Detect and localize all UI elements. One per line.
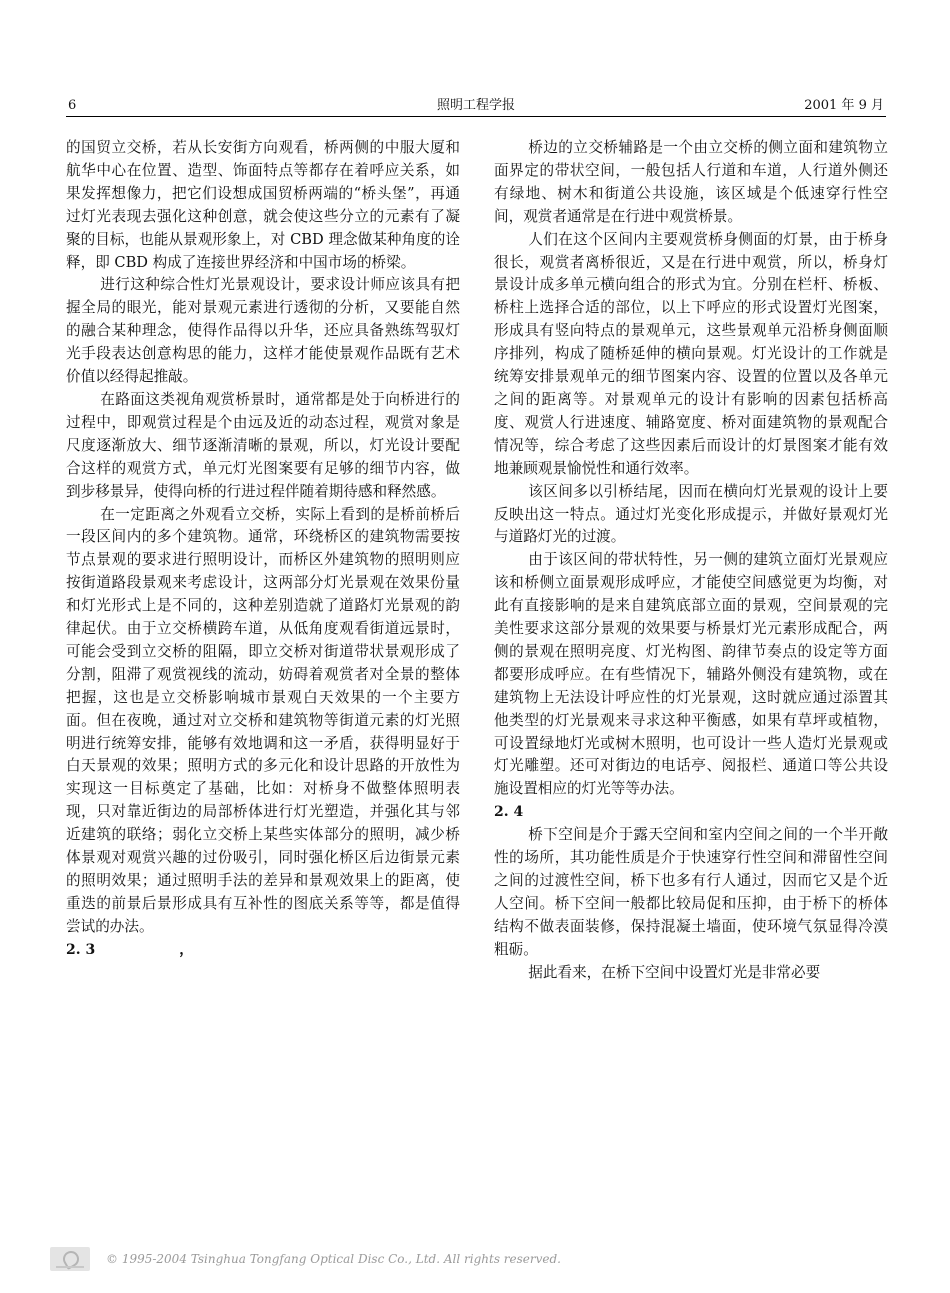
section-heading-2-3: 2. 3 ， <box>66 941 194 958</box>
copyright-footer <box>50 1245 750 1273</box>
paragraph: 据此看来，在桥下空间中设置灯光是非常必要 <box>528 963 821 981</box>
right-column <box>494 137 888 985</box>
issue-date: 2001 年 9 月 <box>804 98 884 113</box>
paragraph: 该区间多以引桥结尾，因而在横向灯光景观的设计上要反映出这一特点。通过灯光变化形成提示，并做好景观灯光与道路灯光的过渡。 <box>494 482 888 546</box>
paragraph: 进行这种综合性灯光景观设计，要求设计师应该具有把握全局的眼光，能对景观元素进行透彻的分析，又要能自然的融合某种理念，使得作品得以升华，还应具备熟练驾驭灯光手段表达创意构思的能力，这样才能使景观作品既有艺术价值以经得起推敲。 <box>66 276 460 386</box>
section-heading-2-4: 2. 4 <box>494 804 524 821</box>
page-number: 6 <box>68 98 77 113</box>
paragraph: 由于该区间的带状特性，另一侧的建筑立面灯光景观应该和桥侧立面景观形成呼应，才能使空间感觉更为均衡，对此有直接影响的是来自建筑底部立面的景观，空间景观的完美性要求这部分景观的效果要与桥景灯光元素形成配合，两侧的景观在照明亮度、灯光构图、韵律节奏点的设定等方面都要形成呼应。在有些情况下，辅路外侧没有建筑物，或在建筑物上无法设计呼应性的灯光景观，这时就应通过添置其他类型的灯光景观来寻求这种平衡感，如果有草坪或植物，可设置绿地灯光或树木照明，也可设计一些人造灯光景观或灯光雕塑。还可对街边的电话亭、阅报栏、通道口等公共设施设置相应的灯光等等办法。 <box>494 551 888 798</box>
paragraph: 人们在这个区间内主要观赏桥身侧面的灯景，由于桥身很长，观赏者离桥很近，又是在行进中观赏，所以，桥身灯景设计成多单元横向组合的形式为宜。分别在栏杆、桥板、桥柱上选择合适的部位，以上下呼应的形式设置灯光图案，形成具有竖向特点的景观单元，这些景观单元沿桥身侧面顺序排列，构成了随桥延伸的横向景观。灯光设计的工作就是统筹安排景观单元的细节图案内容、设置的位置以及各单元之间的距离等。对景观单元的设计有影响的因素包括桥高度、观赏人行进速度、辅路宽度、桥对面建筑物的景观配合情况等，综合考虑了这些因素后而设计的灯景图案才能有效地兼顾观景愉悦性和通行效率。 <box>494 230 888 477</box>
journal-title: 照明工程学报 <box>436 98 515 113</box>
paragraph: 在一定距离之外观看立交桥，实际上看到的是桥前桥后一段区间内的多个建筑物。通常，环绕桥区的建筑物需要按节点景观的要求进行照明设计，而桥区外建筑物的照明则应按街道路段景观来考虑设计，这两部分灯光景观在效果份量和灯光形式上是不同的，这种差别造就了道路灯光景观的韵律起伏。由于立交桥横跨车道，从低角度观看街道远景时，可能会受到立交桥的阻隔，即立交桥对街道带状景观形成了分割，阻滞了观赏视线的流动，妨碍着观赏者对全景的整体把握，这也是立交桥影响城市景观白天效果的一个主要方面。但在夜晚，通过对立交桥和建筑物等街道元素的灯光照明进行统筹安排，能够有效地调和这一矛盾，获得明显好于白天景观的效果；照明方式的多元化和设计思路的开放性为实现这一目标奠定了基础，比如：对桥身不做整体照明表现，只对靠近街边的局部桥体进行灯光塑造，并强化其与邻近建筑的联络；弱化立交桥上某些实体部分的照明，减少桥体景观对观赏兴趣的过份吸引，同时强化桥区后边街景元素的照明效果；通过照明手法的差异和景观效果上的距离，使重迭的前景后景形成具有互补性的图底关系等等，都是值得尝试的办法。 <box>66 505 460 935</box>
running-header <box>66 96 886 117</box>
paragraph: 的国贸立交桥，若从长安街方向观看，桥两侧的中服大厦和航华中心在位置、造型、饰面特点等都存在着呼应关系，如果发挥想像力，把它们设想成国贸桥两端的“桥头堡”，再通过灯光表现去强化这种创意，就会使这些分立的元素有了凝聚的目标，也能从景观形象上，对 CBD 理念做某种角度的诠释，即 CBD 构成了连接世界经济和中国市场的桥梁。 <box>66 139 460 271</box>
paragraph: 桥下空间是介于露天空间和室内空间之间的一个半开敞性的场所，其功能性质是介于快速穿行性空间和滞留性空间之间的过渡性空间，桥下也多有行人通过，因而它又是个近人空间。桥下空间一般都比较局促和压抑，由于桥下的桥体结构不做表面装修，保持混凝土墙面，使环境气氛显得冷漠粗砺。 <box>494 826 888 958</box>
paragraph: 桥边的立交桥辅路是一个由立交桥的侧立面和建筑物立面界定的带状空间，一般包括人行道和车道，人行道外侧还有绿地、树木和街道公共设施，该区域是个低速穿行性空间，观赏者通常是在行进中观赏桥景。 <box>494 139 888 225</box>
paragraph: 在路面这类视角观赏桥景时，通常都是处于向桥进行的过程中，即观赏过程是个由远及近的动态过程，观赏对象是尺度逐渐放大、细节逐渐清晰的景观，所以，灯光设计要配合这样的观赏方式，单元灯光图案要有足够的细节内容，做到步移景异，使得向桥的行进过程伴随着期待感和释然感。 <box>66 390 460 500</box>
publisher-logo-icon <box>50 1247 90 1271</box>
left-column <box>66 137 460 962</box>
copyright-text: © 1995-2004 Tsinghua Tongfang Optical Disc Co., Ltd. All rights reserved. <box>106 1252 561 1266</box>
